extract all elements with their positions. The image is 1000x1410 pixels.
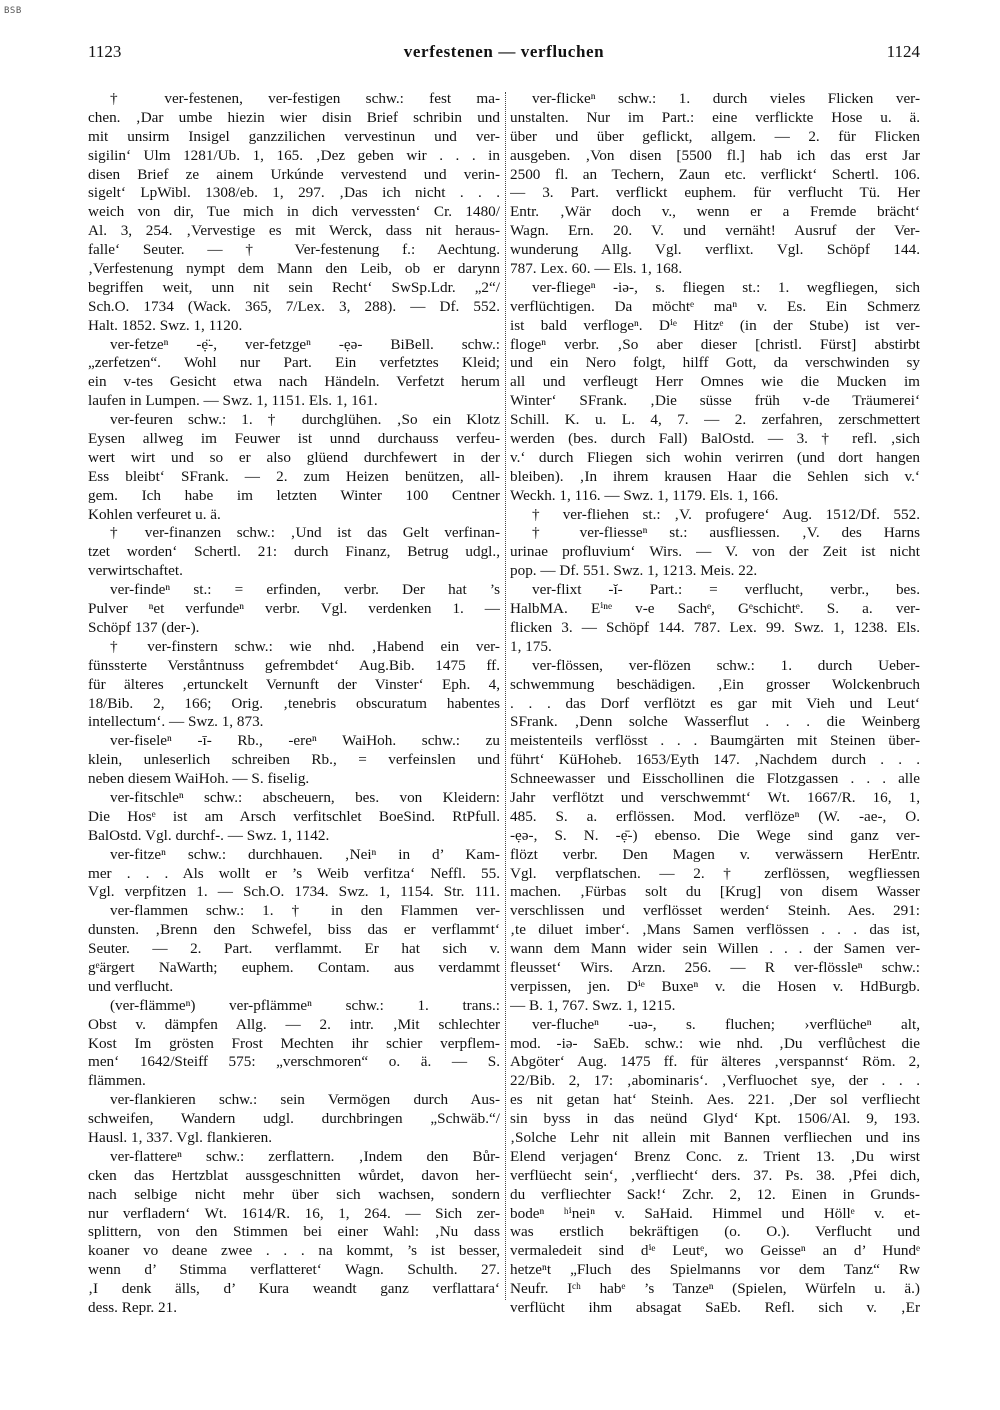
text-line: mod. -iə- SaEb. schw.: wie nhd. ‚Du verflůchest die: [510, 1034, 920, 1052]
text-line: BalOstd. Vgl. durchf-. — Swz. 1, 1142.: [88, 826, 330, 844]
text-line: verpissen, jen. Dⁱᵉ Buxeⁿ v. die Hosen v. HdBurgb.: [510, 977, 920, 995]
text-line: men‘ 1642/Steiff 575: „verschmoren“ o. ä. — S.: [88, 1053, 500, 1071]
text-line: 22/Bib. 2, 17: ‚abominaris‘. ‚Verfluochet sye, der . . .: [510, 1072, 920, 1090]
text-line: tzet worden‘ Schertl. 21: durch Finanz, Betrug udgl.,: [88, 543, 500, 561]
text-line: ver-flössen, ver-flözen schw.: 1. durch Ueber-: [532, 656, 920, 674]
text-line: wenn d’ Stimma verflatteret‘ Wagn. Schulth. 27.: [88, 1261, 500, 1279]
text-line: Kost Im grösten Frost Mechten ihr schier verpflem-: [88, 1034, 500, 1052]
text-line: was erstlich bekräftigen (o. O.). Verflucht und: [510, 1223, 920, 1241]
text-line: ver-fliegeⁿ -iə-, s. fliegen st.: 1. wegfliegen, sich: [532, 278, 920, 296]
text-line: flicken 3. — Schöpf 144. 787. Lex. 99. Swz. 1, 1238. Els.: [510, 618, 920, 636]
text-line: mit unsirm Insigel ganzzilichen vervestinun und ver-: [88, 127, 500, 145]
text-line: es nit getan hat‘ Steinh. Aes. 221. ‚Der sol verfliecht: [510, 1091, 920, 1109]
text-line: ver-flucheⁿ -uə-, s. fluchen; ›verflücheⁿ alt,: [532, 1015, 920, 1033]
library-mark: BSB: [4, 6, 22, 16]
text-line: (ver-flämmeⁿ) ver-pflämmeⁿ schw.: 1. trans.:: [110, 996, 500, 1014]
text-line: ausgeben. ‚Von disen [5500 fl.] hab ich das erst Jar: [510, 146, 920, 164]
text-line: ‚te diluet imber‘. ‚Mans Samen verflössen . . . das ist,: [510, 921, 920, 939]
running-title: verfestenen — verfluchen: [403, 42, 605, 61]
text-line: und verflucht.: [88, 977, 174, 995]
text-line: wann dem Mann wider sein Willen . . . der Samen ver-: [510, 940, 920, 958]
text-line: koaner vo deane zwee . . . na kommt, ’s ist besser,: [88, 1242, 500, 1260]
text-line: Halt. 1852. Swz. 1, 1120.: [88, 316, 243, 334]
text-line: 787. Lex. 60. — Els. 1, 168.: [510, 260, 683, 278]
text-line: ver-flattereⁿ schw.: zerflattern. ‚Indem den Bůr-: [110, 1147, 500, 1165]
text-line: Vgl. verpflatschen. — 2. † zerflössen, wegfliessen: [510, 864, 920, 882]
text-line: ist bald verflogeⁿ. Dⁱᵉ Hitzᵉ (in der Stube) ist ver-: [510, 316, 920, 334]
text-line: neben diesem WaiHoh. — S. fiselig.: [88, 770, 310, 788]
text-line: ver-fitschleⁿ schw.: abscheuern, bes. von Kleidern:: [110, 788, 500, 806]
text-line: SFrank. ‚Denn solche Wasserflut . . . die Weinberg: [510, 713, 920, 731]
text-line: -ẹə-, S. N. -ẹ̄-) ebenso. Die Wege sind ganz ver-: [510, 826, 920, 844]
text-line: bodeⁿ ʰⁱneiⁿ v. SaHaid. Himmel und Höllᵉ v. et-: [510, 1204, 920, 1222]
text-line: wert wirt und so er also glüend durchfewert in der: [88, 448, 500, 466]
text-line: klein, unleserlich schreiben Rb., = verfeinslen und: [88, 751, 500, 769]
text-line: 2500 fl. an Techern, Zaun etc. verflickt‘ Schertl. 106.: [510, 165, 920, 183]
text-line: ver-flickeⁿ schw.: 1. durch vieles Flicken ver-: [532, 90, 920, 107]
text-line: † ver-fliesseⁿ st.: ausfliessen. ‚V. des Harns: [532, 524, 920, 542]
text-line: Vgl. verpfitzen 1. — Sch.O. 1734. Swz. 1, 1154. Str. 111.: [88, 883, 500, 901]
text-line: Eysen allweg im Feuwer ist unnd durchauss verfeu-: [88, 430, 500, 448]
text-line: — B. 1, 767. Swz. 1, 1215.: [510, 996, 676, 1014]
text-line: sigilin‘ Ulm 1281/Ub. 1, 165. ‚Dez geben wir . . . in: [88, 146, 500, 164]
text-line: über und über geflickt, allgem. — 2. für Flicken: [510, 127, 920, 145]
text-line: ver-findeⁿ st.: = erfinden, verbr. Der hat ’s: [110, 581, 500, 599]
text-line: unstalten. Nur im Part.: eine verflickte Hose u. ä.: [510, 108, 920, 126]
text-line: sin byss in das neünd Glyd‘ Kpt. 1506/Al. 9, 193.: [510, 1110, 920, 1128]
text-line: sigelt‘ LpWibl. 1308/eb. 1, 297. ‚Das ich nicht . . .: [88, 184, 500, 202]
text-line: Wagn. Ern. 20. V. und vernäht! Ausruf der Ver-: [510, 222, 920, 240]
text-line: bleiben). ‚In ihrem krausen Haar die Sehlen sich v.‘: [510, 467, 920, 485]
text-line: cken das Hertzblat aussgeschnitten wůrdet, davon her-: [88, 1166, 500, 1184]
text-line: † ver-fliehen st.: ‚V. profugere‘ Aug. 1512/Df. 552.: [532, 505, 920, 523]
left-column: [88, 90, 500, 1320]
text-line: wunderung Allg. Vgl. verflixt. Vgl. Schöpf 144.: [510, 241, 920, 259]
text-line: „zerfetzen“. Wohl nur Part. Ein verfetztes Kleid;: [88, 354, 500, 372]
text-line: ver-feuren schw.: 1. † durchglühen. ‚So ein Klotz: [110, 411, 500, 429]
text-line: mer . . . Als wollt er ’s Weib verfitza‘ Neffl. 55.: [88, 864, 500, 882]
text-line: Abgöter‘ Aug. 1475 ff. für älteres ‚verspannst‘ Röm. 2,: [510, 1053, 920, 1071]
text-line: ver-flankieren schw.: sein Vermögen durch Aus-: [110, 1091, 500, 1109]
text-line: schwemmung beschädigen. ‚Ein grosser Wolckenbruch: [510, 675, 920, 693]
text-line: gem. Ich habe im letzten Winter 100 Centner: [88, 486, 500, 504]
text-line: v.‘ durch Fliegen sich wohin verirren (und dort hangen: [510, 448, 920, 466]
text-line: Hausl. 1, 337. Vgl. flankieren.: [88, 1128, 273, 1146]
text-line: ‚I denk älls, d’ Kura weandt ganz verflattara‘: [88, 1280, 500, 1298]
text-line: chen. ‚Dar umbe hiezin wier disin Brief schribin und: [88, 108, 500, 126]
text-line: ver-flammen schw.: 1. † in den Flammen ver-: [110, 902, 500, 920]
text-line: Winter‘ SFrank. ‚Die süsse früh v-de Träumerei‘: [510, 392, 920, 410]
text-line: Schill. K. u. L. 4, 7. — 2. zerfahren, zerschmettert: [510, 411, 920, 429]
text-line: Die Hosᵉ ist am Arsch verfitschlet BoeSind. RtPfull.: [88, 807, 500, 825]
text-line: dess. Repr. 21.: [88, 1299, 178, 1316]
text-line: ‚Solche Lehr nit allein mit Bannen verfliechen und ins: [510, 1128, 920, 1146]
page-header: [88, 42, 920, 70]
text-line: weich von dir, Tue mich in dich vervessten‘ Cr. 1480/: [88, 203, 500, 221]
text-line: 1, 175.: [510, 637, 552, 655]
text-line: Seuter. — 2. Part. verflammt. Er hat sich v.: [88, 940, 500, 958]
text-line: Schöpf 137 (der-).: [88, 618, 200, 636]
text-line: 18/Bib. 2, 166; Orig. ‚tenebris obscuratum habentes: [88, 694, 500, 712]
text-line: führt‘ KüHoheb. 1653/Eyth 147. ‚Nachdem durch . . .: [510, 751, 920, 769]
text-line: meistenteils verflösst . . . Baumgärten mit Steinen über-: [510, 732, 920, 750]
text-line: ein v-tes Gesicht etwa nach Händeln. Verfetzt herum: [88, 373, 500, 391]
text-line: Elend verjagen‘ Brenz Conc. z. Trient 13. ‚Du wirst: [510, 1147, 920, 1165]
text-line: Jahr verflötzt und verschwemmt‘ Wt. 1667/R. 16, 1,: [510, 788, 920, 806]
text-line: du verfliechter Sack!‘ Zchr. 2, 12. Einen in Grunds-: [510, 1185, 920, 1203]
right-page-number: 1124: [886, 42, 920, 61]
text-line: Weckh. 1, 116. — Swz. 1, 1179. Els. 1, 166.: [510, 486, 779, 504]
text-line: vermaledeit sind dⁱᵉ Leutᵉ, wo Geisseⁿ an d’ Hundᵉ: [510, 1242, 920, 1260]
text-line: flözt verbr. Den Magen v. verwässern HerEntr.: [510, 845, 920, 863]
left-page-number: 1123: [88, 42, 122, 61]
text-line: Kohlen verfeuret u. ä.: [88, 505, 221, 523]
text-line: flämmen.: [88, 1072, 146, 1090]
text-line: dunsten. ‚Brenn den Schwefel, biss das er verflammt‘: [88, 921, 500, 939]
text-line: — 3. Part. verflickt euphem. für verflucht Tü. Her: [510, 184, 920, 202]
text-line: ver-fiseleⁿ -ī- Rb., -ereⁿ WaiHoh. schw.: zu: [110, 732, 500, 750]
text-line: Schneewasser und Eisschollinen die Flotzgassen . . . alle: [510, 770, 920, 788]
text-line: pop. — Df. 551. Swz. 1, 1213. Meis. 22.: [510, 562, 758, 580]
text-line: disen Brief ze ainem Urkúnde vervestend und verin-: [88, 165, 500, 183]
text-line: Obst v. dämpfen Allg. — 2. intr. ‚Mit schlechter: [88, 1015, 500, 1033]
text-line: HalbMA. Eⁱⁿᵉ v-e Sachᵉ, Gᵉschichtᵉ. S. a. ver-: [510, 600, 920, 618]
text-line: ver-fitzeⁿ schw.: durchhauen. ‚Neiⁿ in d’ Kam-: [110, 845, 500, 863]
text-line: begriffen weit, unn nit sein Recht‘ SwSp.Ldr. „2“/: [88, 278, 500, 296]
text-line: nach selbige nicht mehr über sich wachsen, sondern: [88, 1185, 500, 1203]
text-line: verschlissen und verflösset werden‘ Steinh. Aes. 291:: [510, 902, 920, 920]
text-line: intellectum‘. — Swz. 1, 873.: [88, 713, 264, 731]
text-line: Neufr. Iᶜʰ habᵉ ’s Tanzeⁿ (Spielen, Würfeln u. ä.): [510, 1280, 920, 1298]
text-line: machen. ‚Fürbas solt du [Krug] von disem Wasser: [510, 883, 920, 901]
text-line: schweifen, Wandern udgl. durchbringen „Schwäb.“/: [88, 1110, 500, 1128]
text-line: hetzeⁿt „Fluch des Spielmanns vor dem Tanz“ Rw: [510, 1261, 920, 1279]
text-line: für älteres ‚ertunckelt Vernunft der Vinster‘ Eph. 4,: [88, 675, 500, 693]
text-line: flogeⁿ verbr. ‚So aber dieser [christl. Fürst] abstirbt: [510, 335, 920, 353]
text-line: † ver-finanzen schw.: ‚Und ist das Gelt verfinan-: [110, 524, 500, 542]
text-line: all und verfleugt Herr Omnes wie die Mucken im: [510, 373, 920, 391]
text-line: † ver-festenen, ver-festigen schw.: fest ma-: [110, 90, 500, 107]
right-column: [510, 90, 920, 1320]
text-line: Ess bleibt‘ SFrank. — 2. zum Heizen benützen, all-: [88, 467, 500, 485]
text-line: fleusset‘ Wirs. Arzn. 256. — R ver-flössleⁿ schw.:: [510, 958, 920, 976]
text-line: nur verfladern‘ Wt. 1614/R. 16, 1, 264. — Sich zer-: [88, 1204, 500, 1222]
text-line: werden (bes. durch Fall) BalOstd. — 3. † refl. ‚sich: [510, 430, 920, 448]
text-line: verflüchtigen. Da möchtᵉ maⁿ v. Es. Ein Schmerz: [510, 297, 920, 315]
text-line: Pulver ⁿet verfundeⁿ verbr. Vgl. verdenken 1. —: [88, 600, 500, 618]
text-line: verwirtschaftet.: [88, 562, 183, 580]
text-line: † ver-finstern schw.: wie nhd. ‚Habend ein ver-: [110, 637, 500, 655]
text-line: ver-fetzeⁿ -ẹ̈-, ver-fetzgeⁿ -ẹə- BiBell. schw.:: [110, 335, 500, 353]
text-line: 485. S. a. erflössen. Mod. verflözeⁿ (W. -ae-, O.: [510, 807, 920, 825]
text-line: fünssterte Verståntnuss gefrembdet‘ Aug.Bib. 1475 ff.: [88, 656, 500, 674]
text-line: ver-flixt -ĭ- Part.: = verflucht, verbr., bes.: [532, 581, 920, 599]
text-line: Al. 3, 254. ‚Vervestige es mit Werck, dass nit heraus-: [88, 222, 500, 240]
column-divider: [505, 92, 506, 1300]
text-line: splittern, von den Stimmen bei einer Wahl: ‚Nu dass: [88, 1223, 500, 1241]
text-line: verflüecht sein‘, ‚verfliecht‘ ders. 37. Ps. 38. ‚Pfei dich,: [510, 1166, 920, 1184]
text-line: ‚Verfestenung nympt dem Mann den Leib, ob er darynn: [88, 260, 500, 278]
text-line: Entr. ‚Wär doch v., wenn er a Fremde brächt‘: [510, 203, 920, 221]
text-line: verflücht ihm absagat SaEb. Refl. sich v. ‚Er: [510, 1299, 920, 1316]
text-line: . . . das Dorf verflötzt es gar mit Vieh und Leut‘: [510, 694, 920, 712]
text-line: und ein Nero folgt, hilff Gott, da verschwinden sy: [510, 354, 920, 372]
text-line: falle‘ Seuter. — † Ver-festenung f.: Aechtung.: [88, 241, 500, 259]
text-line: urinae profluvium‘ Wirs. — V. von der Zeit ist nicht: [510, 543, 920, 561]
text-line: gᵉärgert NaWarth; euphem. Contam. aus verdammt: [88, 958, 500, 976]
text-line: laufen in Lumpen. — Swz. 1, 1151. Els. 1, 161.: [88, 392, 378, 410]
text-line: Sch.O. 1734 (Wack. 365, 7/Lex. 3, 288). — Df. 552.: [88, 297, 500, 315]
